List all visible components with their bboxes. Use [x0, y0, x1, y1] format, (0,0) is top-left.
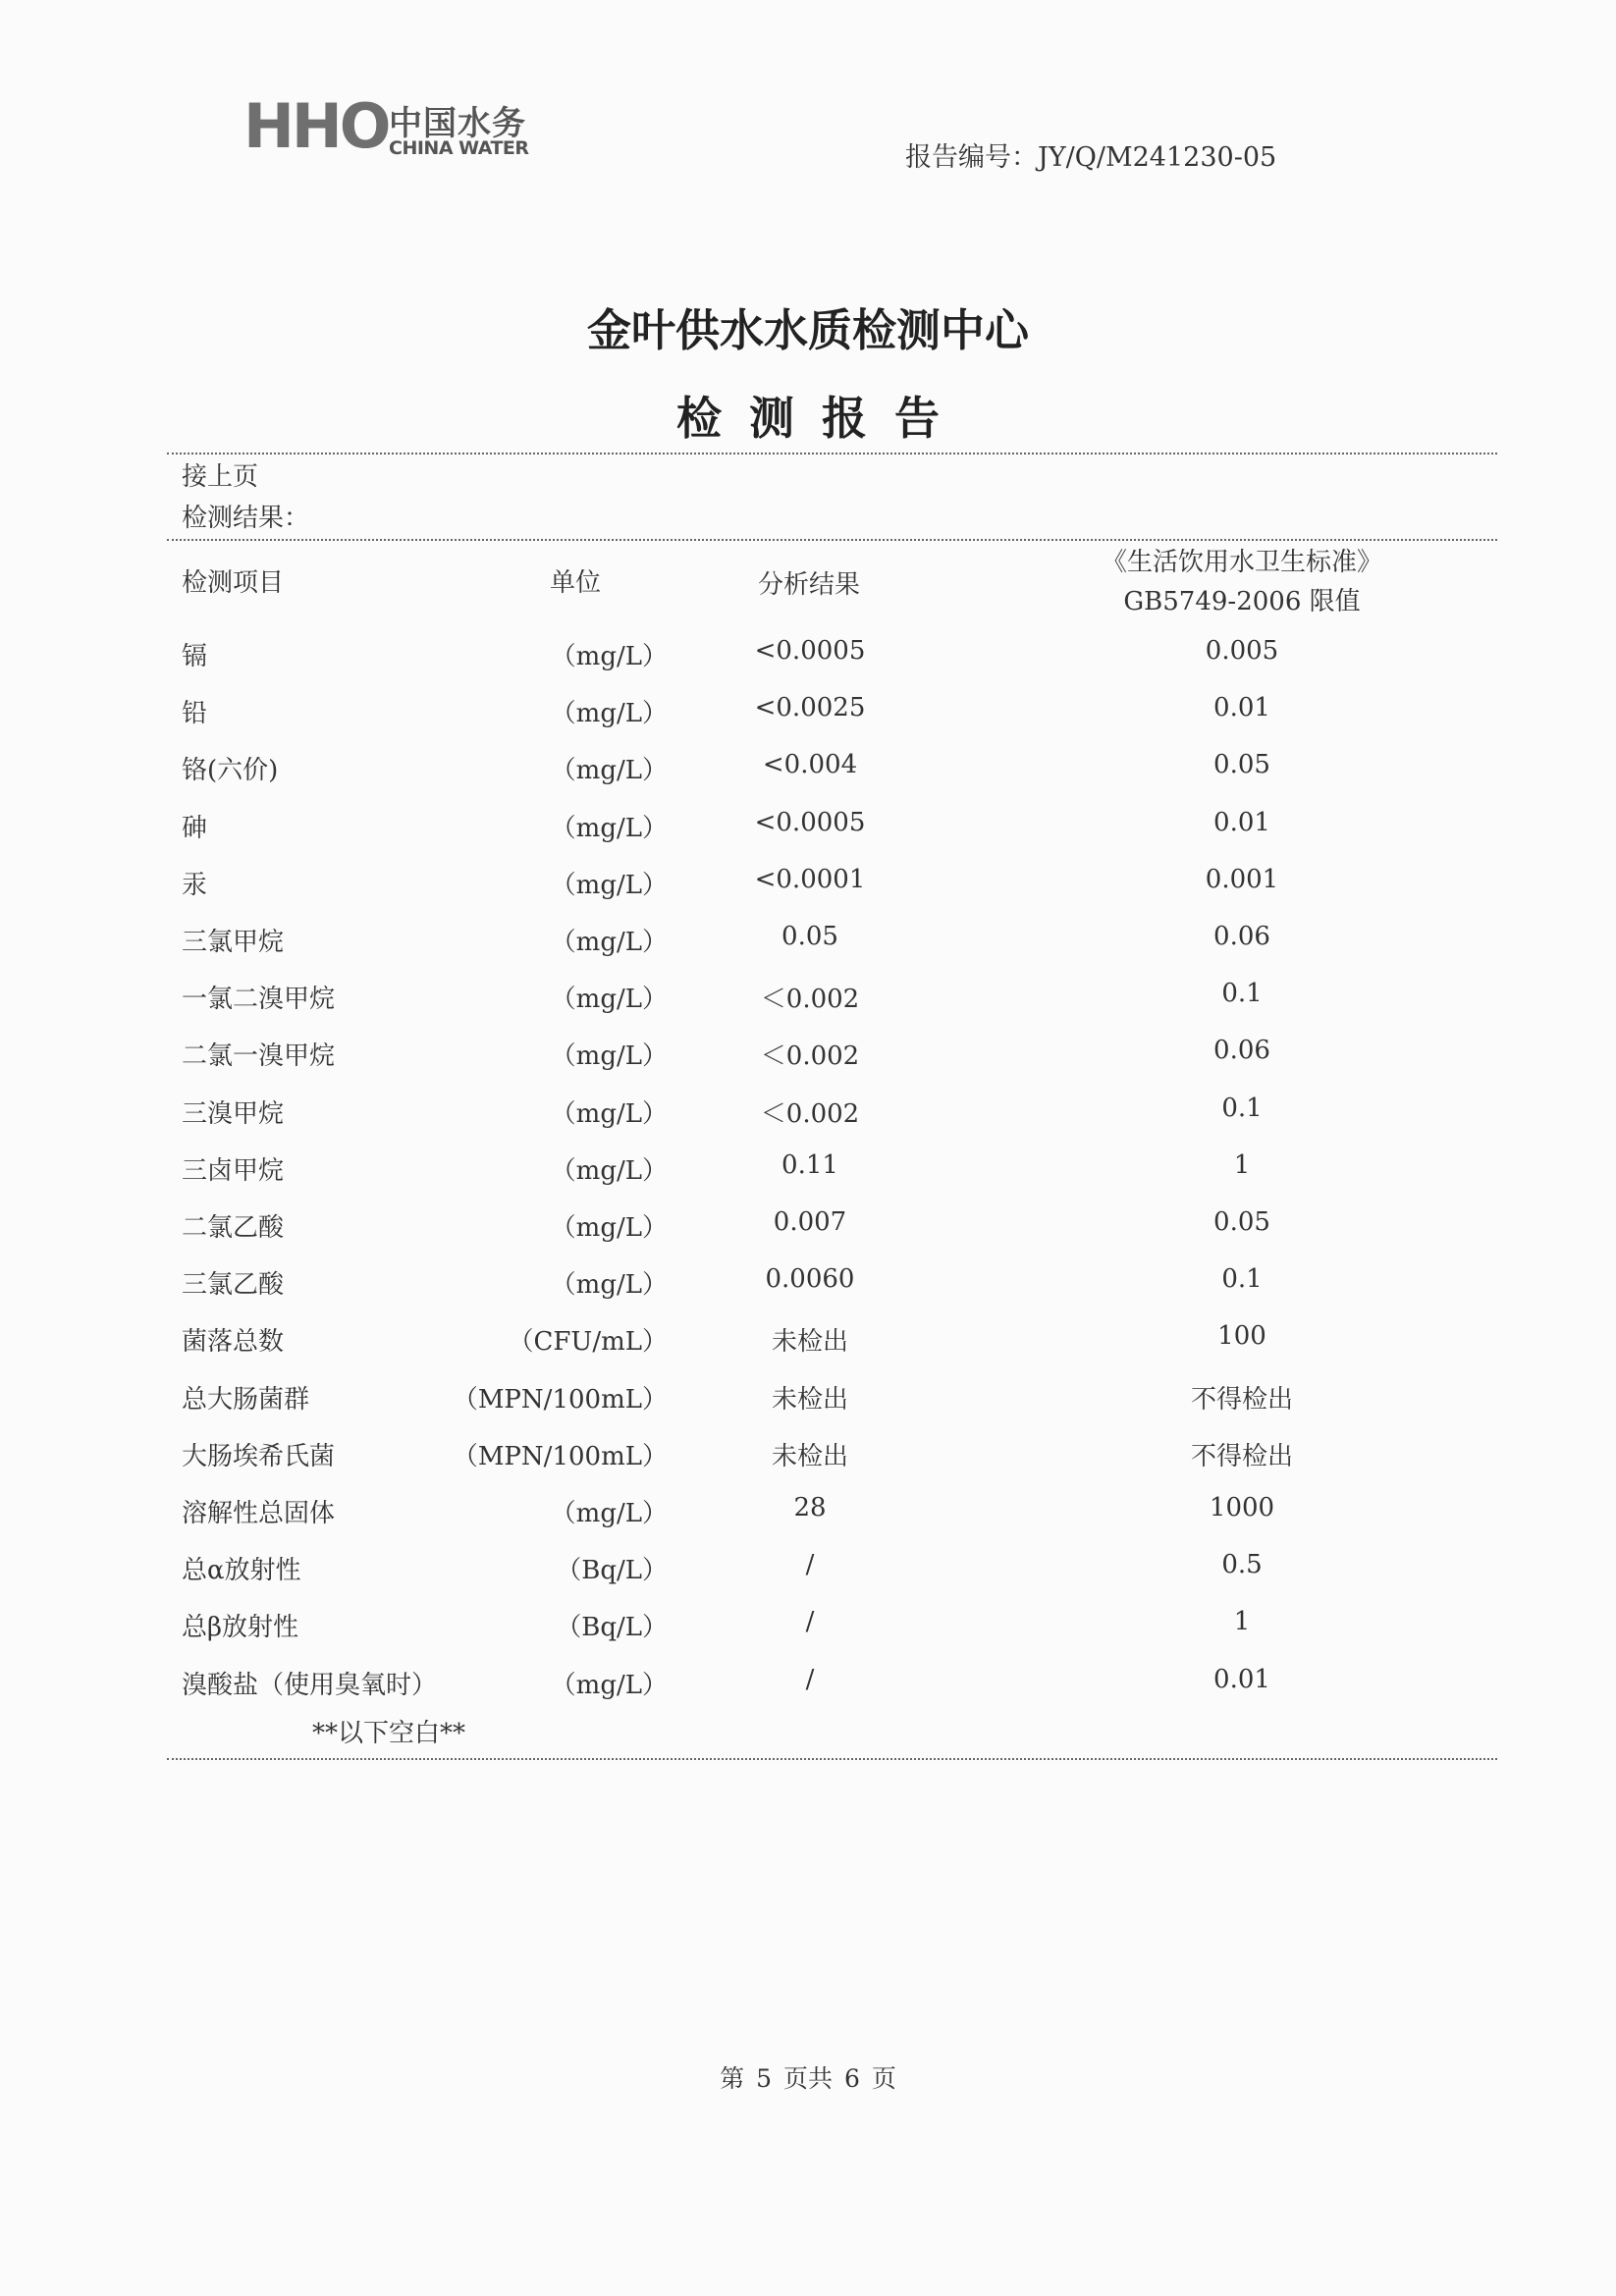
table-row	[0, 1036, 1616, 1075]
row-unit: （mg/L）	[550, 871, 668, 900]
page-suffix: 页	[871, 2064, 896, 2093]
row-item: 三卤甲烷	[182, 1156, 285, 1186]
row-limit: 不得检出	[1190, 1385, 1293, 1415]
page-number: 5	[756, 2064, 772, 2093]
table-row	[0, 808, 1616, 847]
row-unit: （mg/L）	[550, 1099, 668, 1129]
table-row	[0, 1321, 1616, 1361]
row-limit: 1	[1233, 1150, 1251, 1180]
column-header-limit	[1041, 543, 1443, 621]
table-row	[0, 1264, 1616, 1304]
row-item: 二氯乙酸	[182, 1213, 285, 1243]
divider-top	[167, 453, 1497, 454]
row-unit: （mg/L）	[550, 1156, 668, 1186]
row-unit: （mg/L）	[550, 1213, 668, 1243]
row-result: 未检出	[771, 1327, 848, 1357]
row-unit: （mg/L）	[550, 699, 668, 728]
row-limit: 0.001	[1205, 865, 1279, 894]
document-title: 检测报告	[676, 392, 967, 445]
row-result: ＜0.002	[760, 985, 860, 1014]
row-item: 大肠埃希氏菌	[182, 1442, 336, 1471]
row-limit: 不得检出	[1190, 1442, 1293, 1471]
row-result: <0.0005	[754, 808, 866, 837]
table-row	[0, 1607, 1616, 1646]
row-unit: （CFU/mL）	[508, 1327, 668, 1357]
table-row	[0, 1493, 1616, 1532]
row-item: 总α放射性	[182, 1556, 301, 1585]
report-number-value: JY/Q/M241230-05	[1038, 142, 1277, 173]
row-result: ＜0.002	[760, 1041, 860, 1071]
row-unit: （mg/L）	[550, 928, 668, 957]
page-total: 6	[844, 2064, 860, 2093]
row-result: 未检出	[771, 1385, 848, 1415]
row-result: 0.0060	[765, 1264, 855, 1294]
row-unit: （mg/L）	[550, 1671, 668, 1700]
row-item: 镉	[182, 642, 208, 671]
row-result: /	[805, 1607, 815, 1636]
row-item: 溶解性总固体	[182, 1499, 336, 1528]
row-unit: （mg/L）	[550, 1270, 668, 1300]
row-limit: 0.01	[1213, 1665, 1270, 1694]
row-item: 汞	[182, 871, 208, 900]
table-row	[0, 1665, 1616, 1704]
column-header-unit: 单位	[550, 568, 602, 598]
row-limit: 0.05	[1213, 1207, 1270, 1237]
row-unit: （mg/L）	[550, 1041, 668, 1071]
row-unit: （Bq/L）	[556, 1556, 668, 1585]
row-unit: （MPN/100mL）	[452, 1385, 668, 1415]
row-result: <0.0001	[754, 865, 866, 894]
table-row	[0, 979, 1616, 1018]
row-limit: 0.1	[1221, 979, 1263, 1008]
row-limit: 0.005	[1205, 636, 1279, 666]
row-result: <0.0005	[754, 636, 866, 666]
table-row	[0, 693, 1616, 732]
row-limit: 100	[1217, 1321, 1266, 1351]
row-limit: 1000	[1209, 1493, 1275, 1522]
row-item: 铅	[182, 699, 208, 728]
row-item: 一氯二溴甲烷	[182, 985, 336, 1014]
company-logo	[243, 90, 538, 169]
row-unit: （mg/L）	[550, 985, 668, 1014]
row-limit: 0.01	[1213, 808, 1270, 837]
logo-english-name: CHINA WATER	[389, 137, 529, 159]
table-row	[0, 1207, 1616, 1247]
table-row	[0, 636, 1616, 675]
table-row	[0, 922, 1616, 961]
row-result: 未检出	[771, 1442, 848, 1471]
row-result: 0.11	[781, 1150, 838, 1180]
row-limit: 0.5	[1221, 1550, 1263, 1579]
row-unit: （mg/L）	[550, 642, 668, 671]
row-limit: 0.01	[1213, 693, 1270, 722]
row-item: 砷	[182, 814, 208, 843]
row-unit: （Bq/L）	[556, 1613, 668, 1642]
row-item: 菌落总数	[182, 1327, 285, 1357]
row-limit: 0.1	[1221, 1264, 1263, 1294]
report-number-label: 报告编号：	[905, 142, 1038, 173]
divider-header	[167, 539, 1497, 541]
continued-note: 接上页	[182, 462, 259, 492]
row-item: 铬(六价)	[182, 756, 279, 785]
row-item: 三氯乙酸	[182, 1270, 285, 1300]
limit-standard-name: 《生活饮用水卫生标准》	[1101, 548, 1382, 577]
row-result: 0.007	[773, 1207, 847, 1237]
row-unit: （mg/L）	[550, 814, 668, 843]
column-header-result: 分析结果	[758, 570, 861, 600]
row-limit: 1	[1233, 1607, 1251, 1636]
page-footer	[0, 2059, 1616, 2095]
row-limit: 0.06	[1213, 922, 1270, 951]
table-row	[0, 1379, 1616, 1418]
report-number	[905, 135, 1276, 174]
row-item: 三氯甲烷	[182, 928, 285, 957]
table-row	[0, 1436, 1616, 1475]
blank-note: **以下空白**	[312, 1719, 466, 1748]
table-row	[0, 865, 1616, 904]
row-unit: （mg/L）	[550, 1499, 668, 1528]
row-unit: （MPN/100mL）	[452, 1442, 668, 1471]
logo-chinese-name: 中国水务	[389, 104, 526, 143]
logo-mark: HHO	[243, 90, 389, 162]
results-label: 检测结果：	[182, 504, 310, 533]
page-prefix: 第	[720, 2064, 745, 2093]
organization-title: 金叶供水水质检测中心	[586, 304, 1029, 356]
row-result: <0.004	[762, 750, 858, 779]
row-item: 总β放射性	[182, 1613, 299, 1642]
row-result: 0.05	[781, 922, 838, 951]
table-row	[0, 750, 1616, 789]
row-result: /	[805, 1665, 815, 1694]
row-item: 二氯一溴甲烷	[182, 1041, 336, 1071]
column-header-item: 检测项目	[182, 568, 285, 598]
row-result: ＜0.002	[760, 1099, 860, 1129]
row-item: 总大肠菌群	[182, 1385, 310, 1415]
row-result: 28	[793, 1493, 827, 1522]
row-unit: （mg/L）	[550, 756, 668, 785]
row-limit: 0.06	[1213, 1036, 1270, 1065]
divider-bottom	[167, 1758, 1497, 1760]
row-item: 三溴甲烷	[182, 1099, 285, 1129]
table-row	[0, 1150, 1616, 1190]
page-mid: 页共	[782, 2064, 833, 2093]
continuation-block	[182, 456, 309, 539]
row-limit: 0.05	[1213, 750, 1270, 779]
row-item: 溴酸盐（使用臭氧时）	[182, 1671, 438, 1700]
row-result: <0.0025	[754, 693, 866, 722]
table-row	[0, 1094, 1616, 1133]
row-result: /	[805, 1550, 815, 1579]
row-limit: 0.1	[1221, 1094, 1263, 1123]
table-row	[0, 1550, 1616, 1589]
limit-standard-code: GB5749-2006 限值	[1123, 587, 1361, 616]
